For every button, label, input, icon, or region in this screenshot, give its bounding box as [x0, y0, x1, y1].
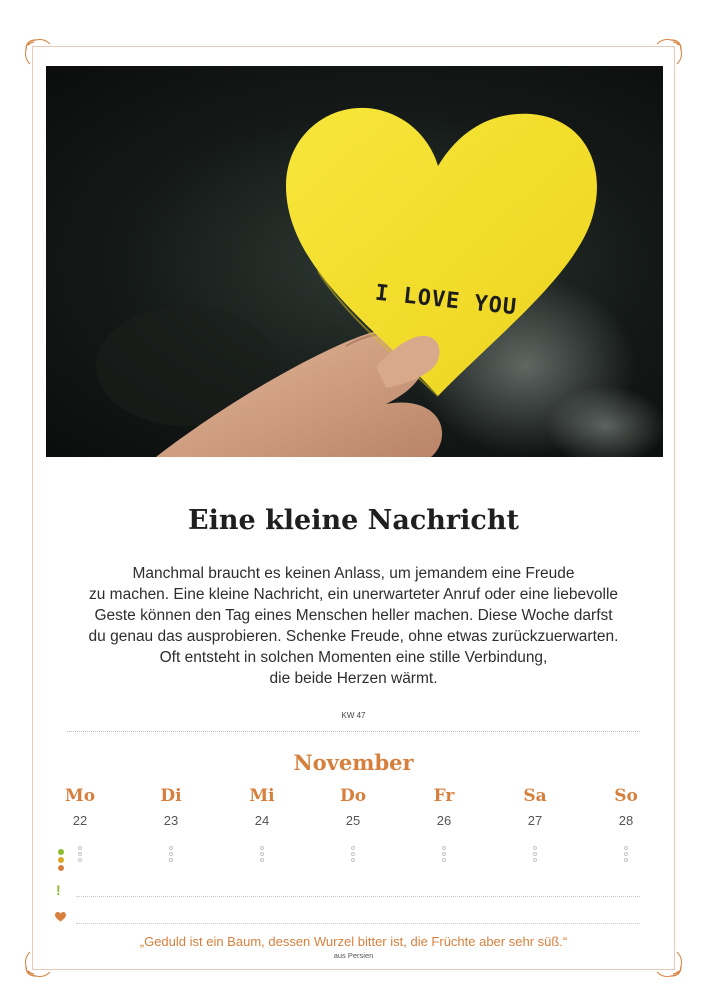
- body-line: Manchmal braucht es keinen Anlass, um jemandem eine Freude: [132, 565, 575, 582]
- legend-dot-icon: [58, 857, 64, 863]
- day-name: Sa: [523, 786, 547, 806]
- dot-icon: [351, 852, 355, 856]
- dot-icon: [442, 846, 446, 850]
- day-number: 24: [254, 813, 270, 828]
- heart-photo-illustration: [46, 66, 663, 457]
- dot-icon: [78, 846, 82, 850]
- day-dots: [35, 846, 125, 862]
- day-dots: [399, 846, 489, 862]
- dot-icon: [624, 846, 628, 850]
- day-name: So: [614, 786, 638, 806]
- dot-icon: [351, 846, 355, 850]
- dot-icon: [533, 846, 537, 850]
- dot-icon: [169, 852, 173, 856]
- day-column: [399, 786, 489, 862]
- day-column: [126, 786, 216, 862]
- day-number: 27: [527, 813, 543, 828]
- note-line: [76, 923, 640, 924]
- dot-icon: [260, 846, 264, 850]
- day-number: 23: [163, 813, 179, 828]
- day-column: [35, 786, 125, 862]
- day-dots: [217, 846, 307, 862]
- heart-icon: [55, 912, 66, 922]
- body-line: zu machen. Eine kleine Nachricht, ein unerwarteter Anruf oder eine liebevolle: [88, 586, 619, 603]
- body-line: die beide Herzen wärmt.: [269, 670, 438, 687]
- day-number: 28: [618, 813, 634, 828]
- dot-icon: [442, 858, 446, 862]
- dot-icon: [260, 858, 264, 862]
- day-column: [308, 786, 398, 862]
- dot-icon: [442, 852, 446, 856]
- body-line: Oft entsteht in solchen Momenten eine stille Verbindung,: [159, 649, 548, 666]
- heart-photo: [46, 66, 663, 457]
- legend-dot-icon: [58, 849, 64, 855]
- month-title: November: [293, 750, 414, 775]
- day-column: [217, 786, 307, 862]
- divider: [67, 731, 640, 732]
- exclamation-icon: !: [56, 882, 61, 898]
- day-number: 22: [72, 813, 88, 828]
- body-paragraph: [60, 563, 647, 689]
- dot-icon: [533, 852, 537, 856]
- day-name: Di: [160, 786, 182, 806]
- quote-source: aus Persien: [333, 951, 374, 960]
- week-label: KW 47: [341, 711, 366, 720]
- legend-dot-icon: [58, 865, 64, 871]
- day-number: 26: [436, 813, 452, 828]
- day-name: Mo: [64, 786, 96, 806]
- dot-icon: [169, 858, 173, 862]
- dot-icon: [624, 858, 628, 862]
- dot-icon: [624, 852, 628, 856]
- day-dots: [126, 846, 216, 862]
- day-name: Do: [339, 786, 367, 806]
- dot-icon: [78, 852, 82, 856]
- body-line: Geste können den Tag eines Menschen heller machen. Diese Woche darfst: [94, 607, 613, 624]
- quote-text: „Geduld ist ein Baum, dessen Wurzel bitter ist, die Früchte aber sehr süß.“: [139, 934, 568, 949]
- day-column: [490, 786, 580, 862]
- heart-note-text: I LOVE YOU: [373, 280, 519, 321]
- day-name: Fr: [433, 786, 455, 806]
- day-dots: [308, 846, 398, 862]
- dot-icon: [260, 852, 264, 856]
- dot-icon: [78, 858, 82, 862]
- corner-ornament-icon: [22, 36, 56, 70]
- legend-dots: [58, 849, 64, 871]
- note-line: [76, 896, 640, 897]
- dot-icon: [351, 858, 355, 862]
- dot-icon: [169, 846, 173, 850]
- corner-ornament-icon: [651, 36, 685, 70]
- day-number: 25: [345, 813, 361, 828]
- page-title: Eine kleine Nachricht: [188, 505, 519, 536]
- day-dots: [581, 846, 671, 862]
- day-name: Mi: [249, 786, 275, 806]
- day-dots: [490, 846, 580, 862]
- body-line: du genau das ausprobieren. Schenke Freude, ohne etwas zurückzuerwarten.: [88, 628, 619, 645]
- day-column: [581, 786, 671, 862]
- dot-icon: [533, 858, 537, 862]
